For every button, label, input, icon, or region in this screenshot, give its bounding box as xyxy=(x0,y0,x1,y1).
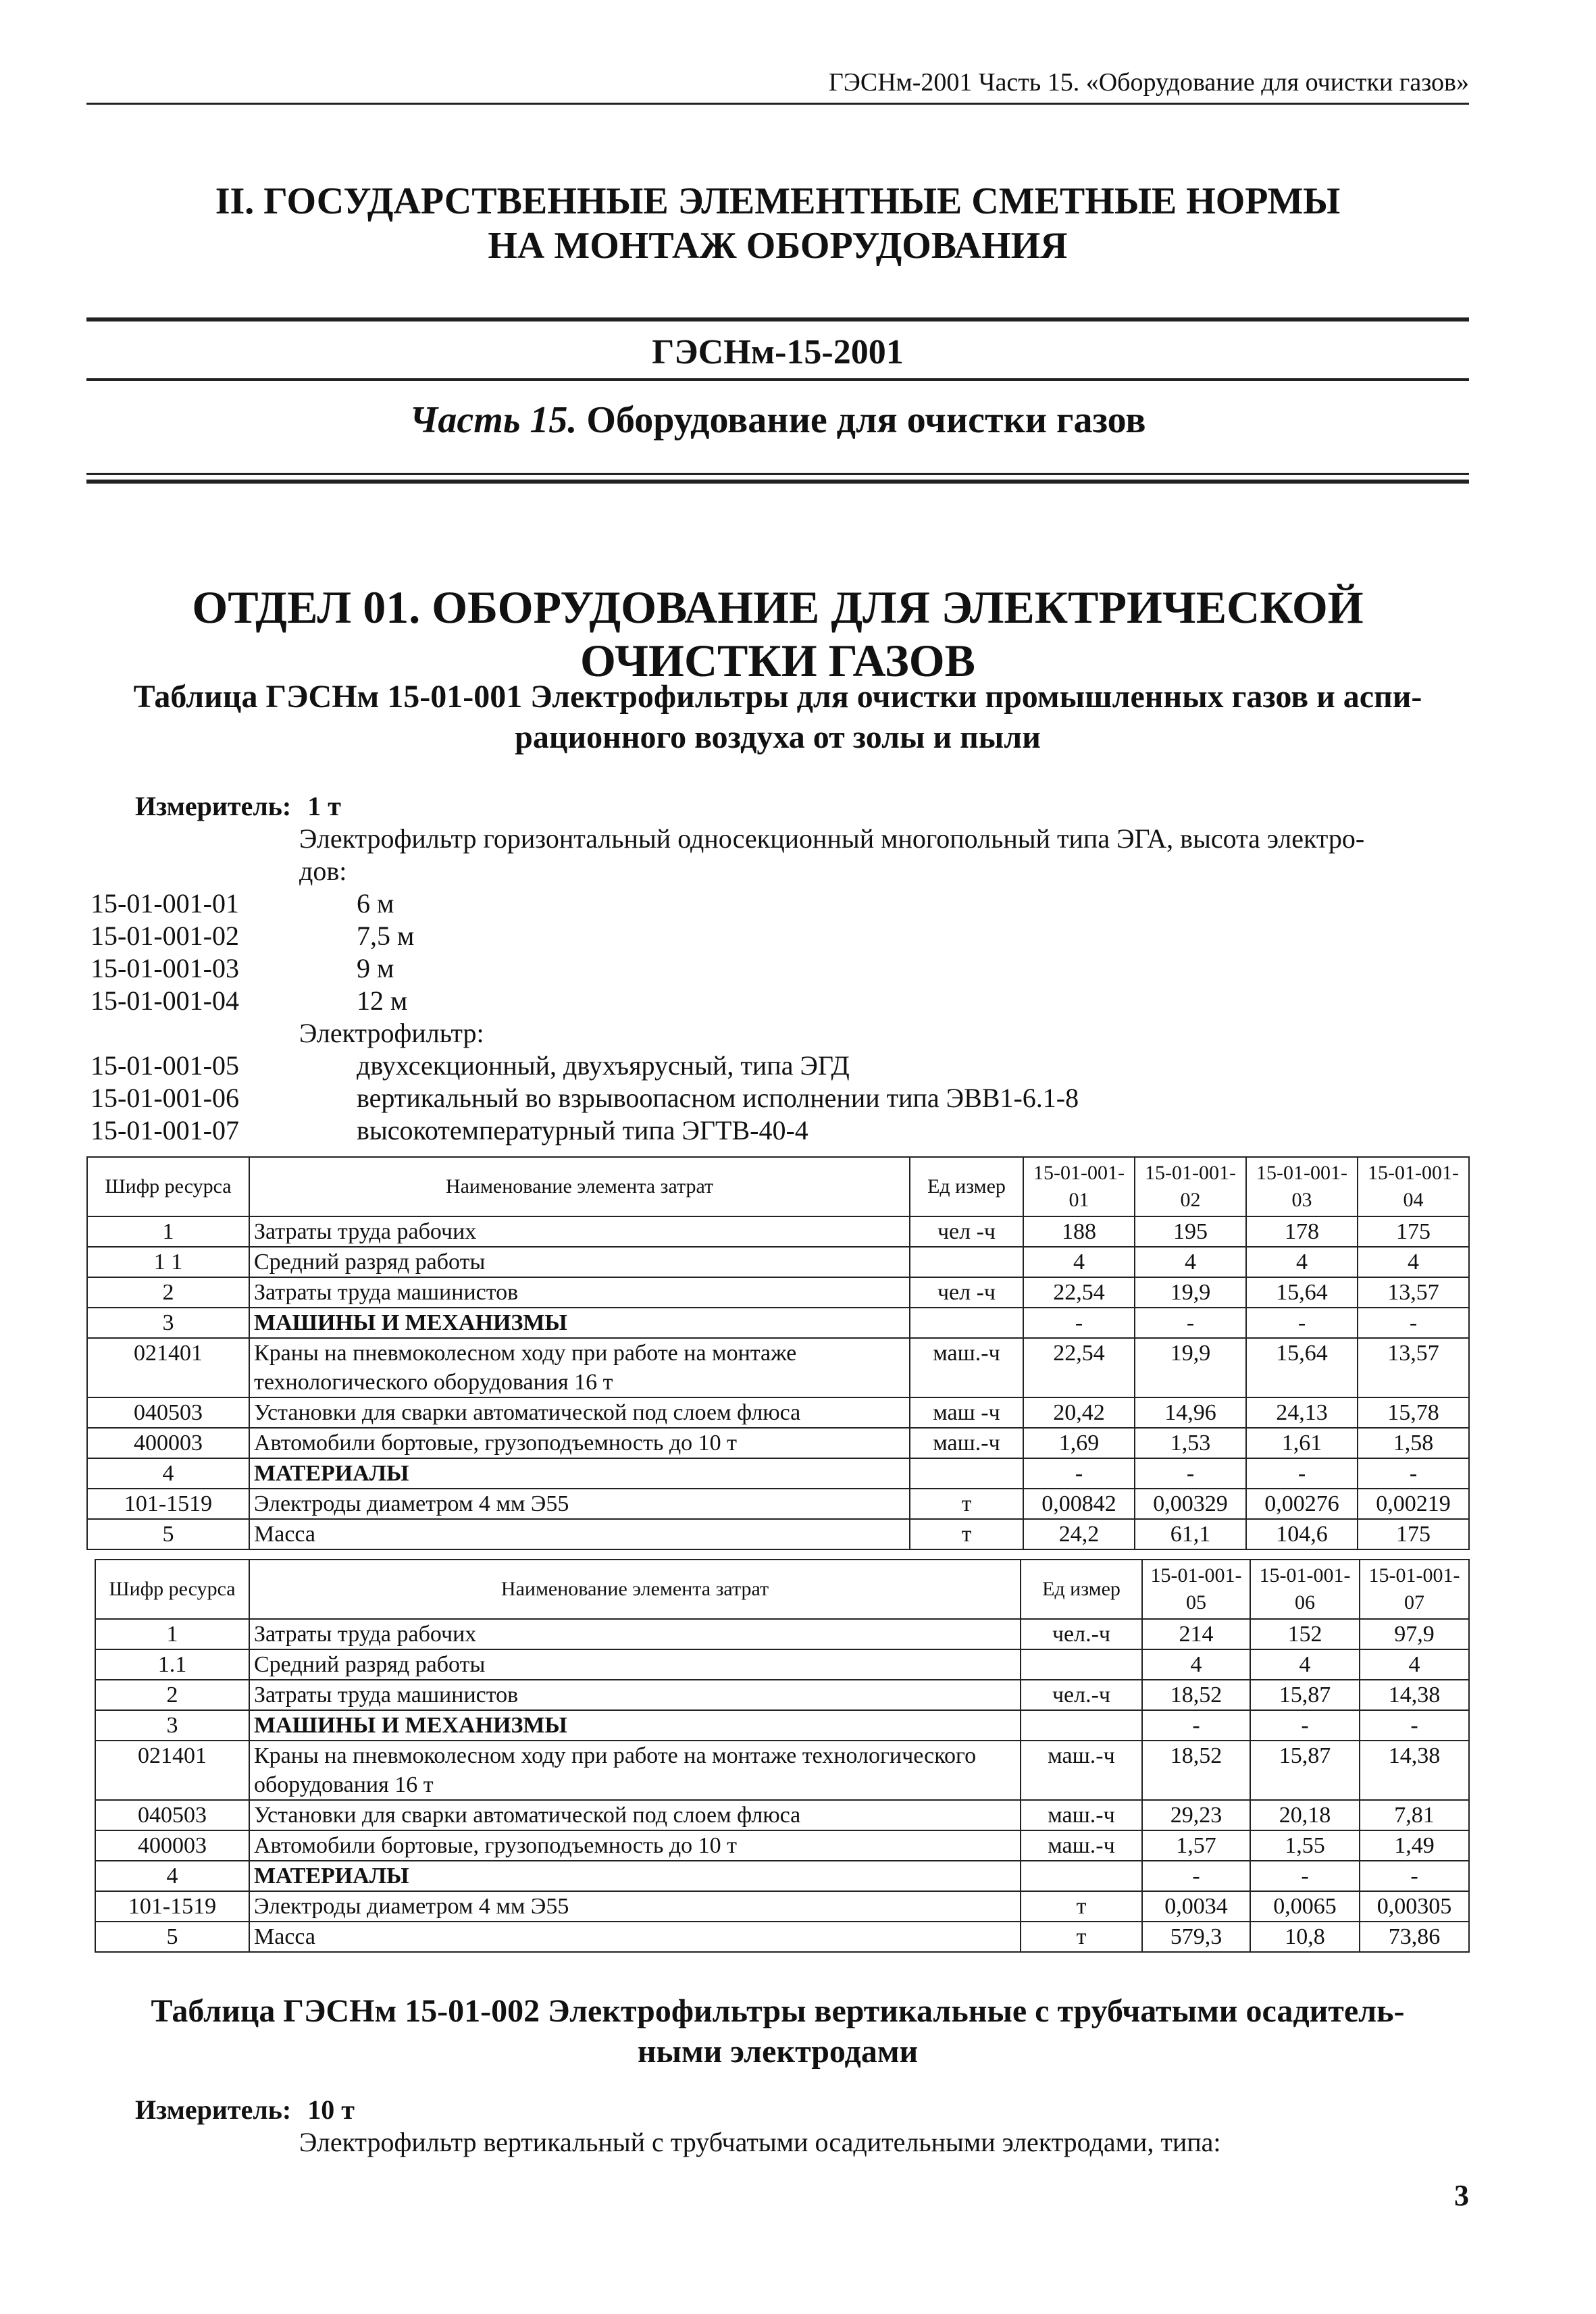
table-row: 5 Масса т 24,2 61,1 104,6 175 xyxy=(87,1519,1469,1549)
section-title-line1: II. ГОСУДАРСТВЕННЫЕ ЭЛЕМЕНТНЫЕ СМЕТНЫЕ НОРМЫ xyxy=(215,180,1341,222)
item-text: 9 м xyxy=(357,953,394,983)
col-header: Наименование элемента затрат xyxy=(249,1560,1021,1619)
item-row: 15-01-001-05 xyxy=(91,1050,239,1081)
item-text: вертикальный во взрывоопасном исполнении типа ЭВВ1-6.1-8 xyxy=(357,1083,1079,1113)
col-header: 15-01-001-05 xyxy=(1142,1560,1250,1619)
section-title-line2: НА МОНТАЖ ОБОРУДОВАНИЯ xyxy=(488,225,1068,267)
part-rule-2 xyxy=(86,480,1469,484)
table-header-row xyxy=(95,1560,1469,1619)
col-header: Наименование элемента затрат xyxy=(249,1157,910,1216)
table-row: 040503 Установки для сварки автоматической под слоем флюса маш -ч 20,42 14,96 24,13 15,78 xyxy=(87,1397,1469,1428)
table1-desc2: Электрофильтр: xyxy=(299,1018,484,1048)
resource-table-2 xyxy=(95,1559,1470,1953)
item-text: 6 м xyxy=(357,888,394,919)
item-row: 15-01-001-04 xyxy=(91,985,239,1016)
table-header-row xyxy=(87,1157,1469,1216)
table1-caption-line1: Таблица ГЭСНм 15-01-001 Электрофильтры для очистки промышленных газов и аспи- xyxy=(133,679,1422,715)
collection-rule-mid xyxy=(86,378,1469,381)
table-row: 400003 Автомобили бортовые, грузоподъемность до 10 т маш.-ч 1,57 1,55 1,49 xyxy=(95,1830,1469,1861)
measure-value: 10 т xyxy=(307,2094,355,2125)
table-row: 021401 Краны на пневмоколесном ходу при работе на монтаже технологического оборудования 16 т маш.-ч 22,54 19,9 15,64 13,57 xyxy=(87,1338,1469,1397)
col-header: 15-01-001-01 xyxy=(1023,1157,1135,1216)
measure-label: Измеритель: xyxy=(135,791,292,821)
part-title xyxy=(86,398,1469,442)
col-header: Ед измер xyxy=(910,1157,1023,1216)
section-title xyxy=(86,179,1469,268)
table1-desc-line1: Электрофильтр горизонтальный односекционный многопольный типа ЭГА, высота электро- xyxy=(299,823,1365,854)
table-row: 2 Затраты труда машинистов чел.-ч 18,52 15,87 14,38 xyxy=(95,1680,1469,1710)
col-header: 15-01-001-07 xyxy=(1360,1560,1469,1619)
page-number: 3 xyxy=(1454,2179,1469,2212)
resource-table-1 xyxy=(86,1156,1470,1550)
part-rule-1 xyxy=(86,473,1469,475)
table-row: 1 Затраты труда рабочих чел.-ч 214 152 97,9 xyxy=(95,1619,1469,1649)
table-row: 3 МАШИНЫ И МЕХАНИЗМЫ - - - - xyxy=(87,1308,1469,1338)
item-text: 7,5 м xyxy=(357,921,415,951)
item-text: 12 м xyxy=(357,985,408,1016)
table-row: 2 Затраты труда машинистов чел -ч 22,54 19,9 15,64 13,57 xyxy=(87,1277,1469,1308)
table-row: 1 1 Средний разряд работы 4 4 4 4 xyxy=(87,1247,1469,1277)
table-row: 040503 Установки для сварки автоматической под слоем флюса маш.-ч 29,23 20,18 7,81 xyxy=(95,1800,1469,1830)
table-row: 101-1519 Электроды диаметром 4 мм Э55 т 0,0034 0,0065 0,00305 xyxy=(95,1891,1469,1922)
table-row: 4 МАТЕРИАЛЫ - - - xyxy=(95,1861,1469,1891)
item-row: 15-01-001-01 xyxy=(91,888,239,919)
department-title: ОТДЕЛ 01. ОБОРУДОВАНИЕ ДЛЯ ЭЛЕКТРИЧЕСКОЙ ОЧИСТКИ ГАЗОВ xyxy=(192,582,1364,686)
item-text: двухсекционный, двухъярусный, типа ЭГД xyxy=(357,1050,850,1081)
col-header: Ед измер xyxy=(1021,1560,1142,1619)
table-row: 3 МАШИНЫ И МЕХАНИЗМЫ - - - xyxy=(95,1710,1469,1741)
table2-caption xyxy=(86,1991,1469,2072)
header-rule xyxy=(86,103,1469,105)
table1-caption-line2: рационного воздуха от золы и пыли xyxy=(515,719,1041,755)
table-row: 1 Затраты труда рабочих чел -ч 188 195 178 175 xyxy=(87,1216,1469,1247)
collection-code: ГЭСНм-15-2001 xyxy=(652,333,904,371)
table1-measure xyxy=(135,790,341,823)
table-row: 400003 Автомобили бортовые, грузоподъемность до 10 т маш.-ч 1,69 1,53 1,61 1,58 xyxy=(87,1428,1469,1458)
col-header: Шифр ресурса xyxy=(95,1560,249,1619)
part-prefix: Часть 15. xyxy=(409,399,577,441)
item-row: 15-01-001-02 xyxy=(91,921,239,951)
table1-desc-line2: дов: xyxy=(299,856,347,886)
measure-value: 1 т xyxy=(307,791,341,821)
table-row: 1.1 Средний разряд работы 4 4 4 xyxy=(95,1649,1469,1680)
table-row: 5 Масса т 579,3 10,8 73,86 xyxy=(95,1922,1469,1952)
item-row: 15-01-001-07 xyxy=(91,1115,239,1146)
table1-caption xyxy=(86,677,1469,758)
col-header: 15-01-001-03 xyxy=(1246,1157,1358,1216)
item-row: 15-01-001-06 xyxy=(91,1083,239,1113)
table2-caption-line1: Таблица ГЭСНм 15-01-002 Электрофильтры вертикальные с трубчатыми осадитель- xyxy=(151,1993,1405,2029)
table-row: 101-1519 Электроды диаметром 4 мм Э55 т 0,00842 0,00329 0,00276 0,00219 xyxy=(87,1489,1469,1519)
table-row: 4 МАТЕРИАЛЫ - - - - xyxy=(87,1458,1469,1489)
table-row: 021401 Краны на пневмоколесном ходу при работе на монтаже технологического оборудования 16 т маш.-ч 18,52 15,87 14,38 xyxy=(95,1741,1469,1800)
col-header: 15-01-001-06 xyxy=(1250,1560,1360,1619)
col-header: 15-01-001-04 xyxy=(1358,1157,1469,1216)
item-row: 15-01-001-03 xyxy=(91,953,239,983)
collection-rule-top xyxy=(86,317,1469,322)
table2-desc: Электрофильтр вертикальный с трубчатыми осадительными электродами, типа: xyxy=(299,2127,1221,2157)
item-text: высокотемпературный типа ЭГТВ-40-4 xyxy=(357,1115,808,1146)
measure-label: Измеритель: xyxy=(135,2094,292,2125)
table2-caption-line2: ными электродами xyxy=(637,2034,919,2069)
col-header: 15-01-001-02 xyxy=(1135,1157,1246,1216)
running-header: ГЭСНм-2001 Часть 15. «Оборудование для очистки газов» xyxy=(828,68,1469,97)
part-name: Оборудование для очистки газов xyxy=(586,399,1146,441)
col-header: Шифр ресурса xyxy=(87,1157,249,1216)
table2-measure xyxy=(135,2094,355,2126)
